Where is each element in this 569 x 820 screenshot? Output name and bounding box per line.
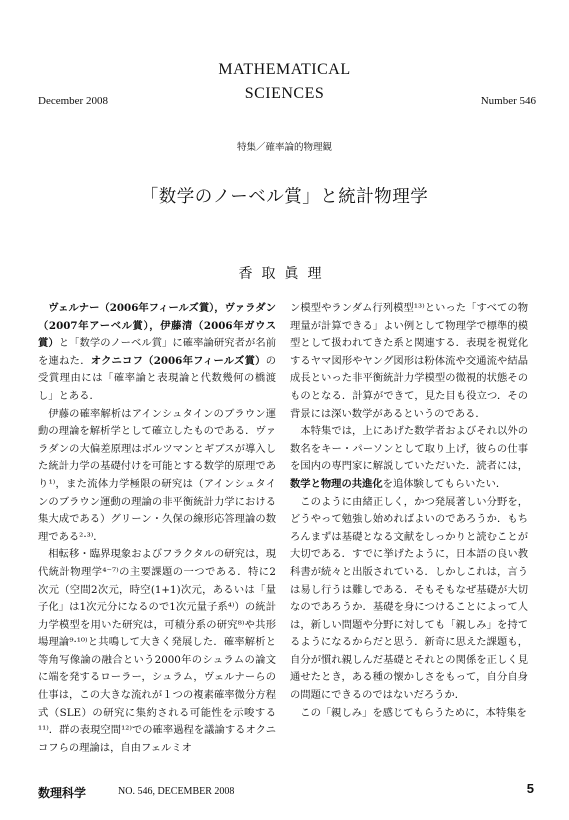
page-number: 5 [526,781,534,796]
paragraph [38,406,276,547]
issue-date: December 2008 [38,95,108,107]
text-run: このように由緒正しく，かつ発展著しい分野を，どうやって勉強し始めればよいのであろうか．もちろんまずは基礎となる文献をしっかりと読むことが大切である．すでに挙げたように，日本語の良い教科書が続々と出版されている．しかしこれは，言うは易し行うは難しである．そもそもなぜ基礎が大切なのであろうか．基礎を身につけることによって人は，新しい問題や分野に対しても「親しみ」を持てるようになるからだと思う．新奇に思えた課題も，自分が慣れ親しんだ基礎とそれとの関係を正しく見通せたとき，ある種の懐かしさをもって，自分自身の問題にできるのではないだろうか． [290,495,528,702]
footer-journal-jp: 数理科学 [38,786,87,800]
text-run: オクニコフ（2006年フィールズ賞） [90,354,266,367]
journal-title-line2: SCIENCES [244,85,325,102]
issue-number: Number 546 [480,95,536,107]
text-run: この「親しみ」を感じてもらうために，本特集を [300,706,527,719]
text-run: ン模型やランダム行列模型¹³⁾といった「すべての物理量が計算できる」よい例として物理学で標準的模型として扱われてきた系と関連する．表現を視覚化するヤマ図形やヤング図形は粉体流や交通流や結晶成長といった非平衡統計力学模型の微視的状態そのものとなる．計算ができて，見た目も役立つ．その背景には深い数学があるというのである． [290,302,528,420]
text-run: ヴェルナー（2006年フィールズ賞），ヴァラダン（2007年アーベル賞），伊藤清（2006年ガウス賞） [38,302,276,350]
text-run: 伊藤の確率解析はアインシュタインのブラウン運動の理論を解析学として確立したものである．ヴァラダンの大偏差原理はボルツマンとギブスが導入した統計力学の基礎付けを可能とする数学的原理であり¹⁾，また流体力学極限の研究は（アインシュタインのブラウン運動の理論の非平衡統計力学における集大成である）グリーン・久保の線形応答理論の数理である²·³⁾． [38,407,276,543]
right-column [290,300,528,722]
paragraph [38,546,276,757]
paragraph [38,300,276,406]
text-run: の受賞理由には「確率論と表現論と代数幾何の橋渡し」とある． [38,354,276,402]
feature-label: 特集／確率論的物理観 [236,142,332,153]
text-run: 本特集では，上にあげた数学者およびそれ以外の数名をキー・パーソンとして取り上げ，彼らの仕事を国内の専門家に解説していただいた．読者には， [290,425,528,473]
text-run: を追体験してもらいたい． [382,477,507,490]
text-run: 数学と物理の共進化 [290,477,383,490]
paragraph [290,494,528,705]
author-name: 香取眞理 [238,266,331,282]
article-title: 「数学のノーベル賞」と統計物理学 [140,187,429,207]
text-run: と「数学のノーベル賞」に確率論研究者が名前を連ねた． [38,337,276,367]
footer-issue: NO. 546, DECEMBER 2008 [118,786,235,797]
paragraph [290,423,528,493]
journal-title-line1: MATHEMATICAL [218,61,351,78]
paragraph [290,300,528,423]
left-column [38,300,276,757]
paragraph [290,705,528,723]
text-run: 相転移・臨界現象およびフラクタルの研究は，現代統計物理学⁴⁻⁷⁾の主要課題の一つである．特に2次元（空間2次元，時空(1+1)次元，あるいは「量子化」は1次元分になるので1次元量子系⁴⁾）の統計力学模型を用いた研究は，可積分系の研究⁸⁾や共形場理論⁹·¹⁰⁾と共鳴して大きく発展した．確率解析と等角写像論の融合という2000年のシュラムの論文に端を発するローラー，シュラム，ヴェルナーらの仕事は，この大きな流れが１つの複素確率微分方程式（SLE）の研究に集約される可能性を示唆する¹¹⁾．群の表現空間¹²⁾での確率過程を議論するオクニコフらの理論は，自由フェルミオ [38,548,276,754]
